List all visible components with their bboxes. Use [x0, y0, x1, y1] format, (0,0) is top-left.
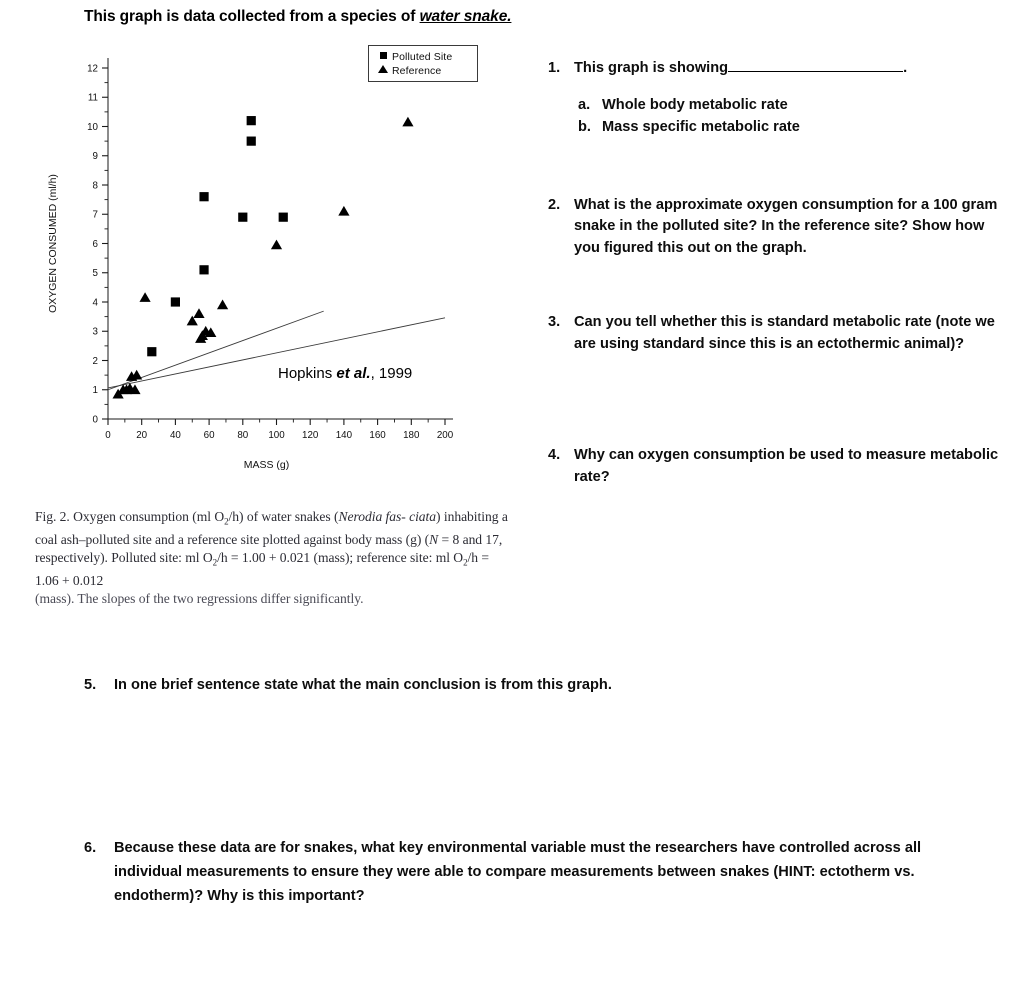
- caption-line4-a: O: [202, 549, 213, 565]
- figure-block: [30, 40, 520, 606]
- svg-text:7: 7: [92, 209, 98, 221]
- caption-line3-b: = 8 and 17, respectively). Polluted site: ml: [35, 532, 503, 565]
- caption-line3-a: against body mass (g) (: [303, 532, 430, 548]
- legend-item-reference: [374, 64, 472, 77]
- svg-text:1: 1: [92, 385, 98, 397]
- question-1-period: .: [903, 60, 908, 76]
- question-4-number: 4.: [548, 447, 561, 463]
- legend-label-reference: Reference: [392, 64, 442, 77]
- caption-line1-b: /h) of water snakes (: [228, 509, 339, 524]
- questions-right-column: [548, 58, 1008, 488]
- legend-label-polluted: Polluted Site: [392, 50, 453, 63]
- svg-text:60: 60: [203, 430, 215, 441]
- svg-text:3: 3: [92, 326, 98, 338]
- square-marker-icon: [374, 51, 392, 62]
- svg-text:6: 6: [92, 238, 98, 250]
- question-3: [548, 312, 1008, 355]
- legend-item-polluted: [374, 50, 472, 63]
- plot-legend: [368, 45, 478, 82]
- svg-text:20: 20: [136, 430, 148, 441]
- page-title-subject: water snake.: [419, 8, 512, 25]
- question-2-text: What is the approximate oxygen consumption for a 100 gram snake in the polluted site? In the reference site? Show how you figured this out on the graph.: [574, 196, 998, 256]
- question-1: [548, 58, 1008, 138]
- svg-text:OXYGEN CONSUMED (ml/h): OXYGEN CONSUMED (ml/h): [47, 174, 59, 313]
- plot-canvas: [30, 40, 520, 510]
- svg-text:9: 9: [92, 151, 98, 163]
- question-5-number: 5.: [84, 677, 97, 693]
- caption-line2: ) inhabiting a coal ash–polluted site and a reference site plotted: [35, 509, 508, 548]
- svg-text:80: 80: [237, 430, 249, 441]
- caption-o2-sub-2: 2: [212, 557, 218, 568]
- answer-blank-1[interactable]: [728, 59, 903, 72]
- caption-species-1: Nerodia fas-: [338, 509, 406, 524]
- question-1-body: [574, 58, 1008, 80]
- caption-species-2: ciata: [409, 509, 437, 524]
- svg-text:11: 11: [87, 92, 98, 104]
- question-3-text: Can you tell whether this is standard metabolic rate (note we are using standard since this is an ectothermic animal)?: [574, 314, 995, 352]
- caption-n-symbol: N: [429, 532, 439, 548]
- option-a-label: a.: [578, 96, 591, 113]
- caption-line5-clipped: (mass). The slopes of the two regressions differ significantly.: [35, 590, 364, 606]
- question-6-number: 6.: [84, 840, 97, 856]
- question-1-number: 1.: [548, 60, 561, 76]
- svg-text:0: 0: [92, 414, 98, 426]
- question-6-text: Because these data are for snakes, what key environmental variable must the researchers have controlled across all individual measurements to ensure they were able to compare measurements between snakes (HINT: ectotherm vs. endotherm)? Why is this important?: [114, 840, 922, 904]
- citation-year: , 1999: [370, 365, 413, 382]
- question-1-text: This graph is showing: [574, 60, 729, 76]
- caption-line4-b: /h = 1.00 + 0.021 (mass); reference site: ml O: [217, 549, 464, 565]
- svg-text:120: 120: [302, 430, 319, 441]
- svg-text:2: 2: [92, 355, 98, 367]
- question-4: [548, 445, 1008, 488]
- question-2-number: 2.: [548, 196, 561, 213]
- question-5-text: In one brief sentence state what the main conclusion is from this graph.: [114, 677, 612, 693]
- option-b[interactable]: [578, 116, 1008, 138]
- caption-o2-sub-3: 2: [463, 557, 468, 568]
- caption-o2-sub-1: 2: [224, 516, 229, 527]
- page-title-prefix: This graph is data collected from a species of: [84, 8, 416, 25]
- svg-text:100: 100: [268, 430, 285, 441]
- option-b-text: Mass specific metabolic rate: [602, 118, 800, 135]
- svg-text:12: 12: [87, 63, 98, 75]
- option-a-text: Whole body metabolic rate: [602, 96, 788, 113]
- svg-text:4: 4: [92, 297, 98, 309]
- svg-text:140: 140: [335, 430, 353, 441]
- question-5: [84, 675, 964, 696]
- question-6: [84, 836, 989, 908]
- svg-text:0: 0: [105, 430, 111, 441]
- svg-text:8: 8: [92, 180, 98, 192]
- svg-text:160: 160: [369, 430, 386, 441]
- triangle-marker-icon: [374, 65, 392, 76]
- option-b-label: b.: [578, 118, 591, 135]
- question-2: [548, 195, 1008, 260]
- question-4-text: Why can oxygen consumption be used to measure metabolic rate?: [574, 447, 999, 485]
- citation-author: Hopkins: [278, 365, 333, 382]
- page-title: [84, 8, 511, 26]
- caption-line4-c: /h = 1.06 + 0.012: [35, 549, 489, 589]
- question-3-number: 3.: [548, 314, 561, 330]
- option-a[interactable]: [578, 94, 1008, 116]
- svg-text:200: 200: [436, 430, 454, 441]
- citation-etal: et al.: [336, 365, 371, 382]
- svg-text:40: 40: [169, 430, 181, 441]
- svg-text:180: 180: [403, 430, 420, 441]
- svg-text:MASS (g): MASS (g): [243, 459, 290, 471]
- caption-line1-a: Fig. 2. Oxygen consumption (ml O: [35, 509, 225, 524]
- question-1-options: [578, 94, 1008, 138]
- svg-text:5: 5: [92, 268, 98, 280]
- plot-citation: [278, 365, 412, 382]
- figure-caption: [35, 508, 513, 606]
- scatter-plot: [30, 40, 520, 510]
- svg-text:10: 10: [87, 121, 98, 133]
